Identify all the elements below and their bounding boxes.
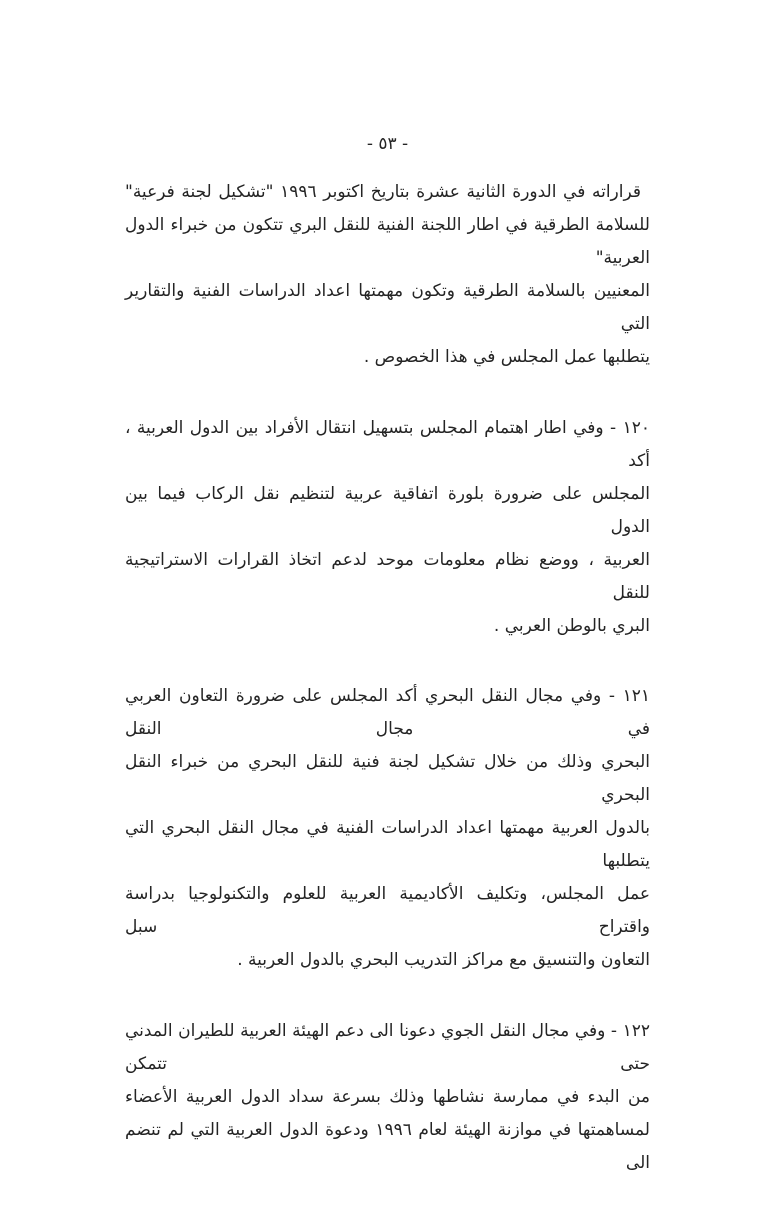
document-page (0, 128, 768, 1213)
text-line: البحري وذلك من خلال تشكيل لجنة فنية للنقل البحري من خبراء النقل البحري (125, 752, 650, 805)
text-line: يتطلبها عمل المجلس في هذا الخصوص . (363, 347, 650, 367)
text-line: المجلس على ضرورة بلورة اتفاقية عربية لتنظيم نقل الركاب فيما بين الدول (125, 484, 650, 537)
paragraph-120 (125, 412, 650, 643)
text-line: التعاون والتنسيق مع مراكز التدريب البحري بالدول العربية . (237, 950, 650, 970)
text-line-body: وفي مجال النقل الجوي دعونا الى دعم الهيئة العربية للطيران المدني حتى تتمكن (125, 1021, 650, 1074)
text-line: البري بالوطن العربي . (493, 616, 650, 636)
text-line (125, 1015, 650, 1081)
paragraph-continuation (125, 176, 650, 374)
page-content (125, 128, 650, 1180)
paragraph-121 (125, 680, 650, 977)
text-line: من البدء في ممارسة نشاطها وذلك بسرعة سداد الدول العربية الأعضاء (125, 1087, 650, 1107)
paragraph-number: ١٢١ - (608, 686, 650, 706)
text-line-body: وفي اطار اهتمام المجلس بتسهيل انتقال الأفراد بين الدول العربية ، أكد (125, 418, 650, 471)
page-number: - ٥٣ - (366, 134, 409, 154)
text-line-body: وفي مجال النقل البحري أكد المجلس على ضرورة التعاون العربي في مجال النقل (125, 686, 650, 739)
text-line: العربية ، ووضع نظام معلومات موحد لدعم اتخاذ القرارات الاستراتيجية للنقل (125, 550, 650, 603)
text-line: بالدول العربية مهمتها اعداد الدراسات الفنية في مجال النقل البحري التي يتطلبها (125, 818, 650, 871)
paragraph-122 (125, 1015, 650, 1180)
paragraph-number: ١٢٠ - (610, 418, 651, 438)
text-line: للسلامة الطرقية في اطار اللجنة الفنية للنقل البري تتكون من خبراء الدول العربية" (125, 215, 650, 268)
paragraph-number: ١٢٢ - (610, 1021, 651, 1041)
text-line: لمساهمتها في موازنة الهيئة لعام ١٩٩٦ ودعوة الدول العربية التي لم تنضم الى (125, 1120, 650, 1173)
text-line (125, 680, 650, 746)
text-line (125, 412, 650, 478)
text-line: عمل المجلس، وتكليف الأكاديمية العربية للعلوم والتكنولوجيا بدراسة واقتراح سبل (125, 884, 650, 937)
text-line: المعنيين بالسلامة الطرقية وتكون مهمتها اعداد الدراسات الفنية والتقارير التي (125, 281, 650, 334)
text-line: قراراته في الدورة الثانية عشرة بتاريخ اكتوبر ١٩٩٦ "تشكيل لجنة فرعية" (125, 182, 641, 202)
